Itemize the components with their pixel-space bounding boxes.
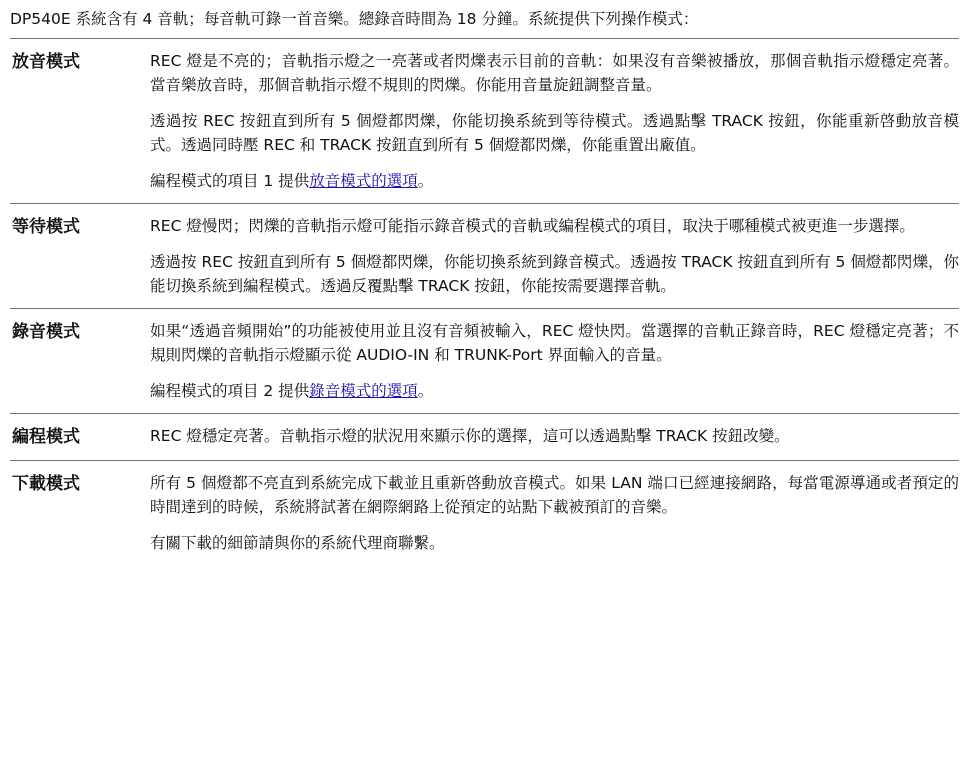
playback-options-link[interactable]: 放音模式的選項 [309, 172, 418, 190]
playback-options-suffix: 。 [417, 172, 434, 190]
mode-name-download: 下載模式 [12, 474, 80, 494]
mode-row-download [10, 461, 959, 565]
playback-paragraph-3 [150, 169, 959, 193]
mode-body-recording [150, 319, 959, 403]
recording-options-prefix: 編程模式的項目 2 提供 [150, 382, 310, 400]
standby-paragraph-1: REC 燈慢閃；閃爍的音軌指示燈可能指示錄音模式的音軌或編程模式的項目，取決于哪種模式被更進一步選擇。 [150, 217, 915, 235]
download-paragraph-1: 所有 5 個燈都不亮直到系統完成下載並且重新啓動放音模式。如果 LAN 端口已經連接網路，每當電源導通或者預定的時間達到的時候，系統將試著在網際網路上從預定的站點下載被預訂的音樂。 [150, 474, 959, 516]
recording-paragraph-1: 如果“透過音頻開始”的功能被使用並且沒有音頻被輸入，REC 燈快閃。當選擇的音軌正錄音時，REC 燈穩定亮著；不規則閃爍的音軌指示燈顯示從 AUDIO-IN 和 TRUNK-Port 界面輸入的音量。 [150, 322, 959, 364]
intro-text: DP540E 系統含有 4 音軌；每音軌可錄一首音樂。總錄音時間為 18 分鐘。系統提供下列操作模式： [10, 8, 959, 39]
mode-body-programming [150, 424, 959, 450]
mode-name-playback: 放音模式 [12, 52, 80, 72]
download-paragraph-2: 有關下載的細節請與你的系統代理商聯繫。 [150, 534, 445, 552]
standby-paragraph-2: 透過按 REC 按鈕直到所有 5 個燈都閃爍，你能切換系統到錄音模式。透過按 TRACK 按鈕直到所有 5 個燈都閃爍，你能切換系統到編程模式。透過反覆點擊 TRACK 按鈕，你能按需要選擇音軌。 [150, 253, 959, 295]
mode-body-playback [150, 49, 959, 193]
mode-row-recording [10, 309, 959, 414]
playback-options-prefix: 編程模式的項目 1 提供 [150, 172, 310, 190]
recording-options-suffix: 。 [417, 382, 434, 400]
mode-row-playback [10, 39, 959, 204]
playback-paragraph-2: 透過按 REC 按鈕直到所有 5 個燈都閃爍，你能切換系統到等待模式。透過點擊 TRACK 按鈕，你能重新啓動放音模式。透過同時壓 REC 和 TRACK 按鈕直到所有 5 個燈都閃爍，你能重置出廠值。 [150, 112, 959, 154]
mode-row-standby [10, 204, 959, 309]
mode-name-standby: 等待模式 [12, 217, 80, 237]
programming-paragraph-1: REC 燈穩定亮著。音軌指示燈的狀況用來顯示你的選擇，這可以透過點擊 TRACK 按鈕改變。 [150, 427, 790, 445]
recording-paragraph-2 [150, 379, 959, 403]
recording-options-link[interactable]: 錄音模式的選項 [309, 382, 418, 400]
mode-row-programming [10, 414, 959, 461]
mode-name-programming: 編程模式 [12, 427, 80, 447]
mode-body-standby [150, 214, 959, 298]
playback-paragraph-1: REC 燈是不亮的；音軌指示燈之一亮著或者閃爍表示目前的音軌：如果沒有音樂被播放，那個音軌指示燈穩定亮著。當音樂放音時，那個音軌指示燈不規則的閃爍。你能用音量旋鈕調整音量。 [150, 52, 959, 94]
mode-body-download [150, 471, 959, 555]
mode-name-recording: 錄音模式 [12, 322, 80, 342]
